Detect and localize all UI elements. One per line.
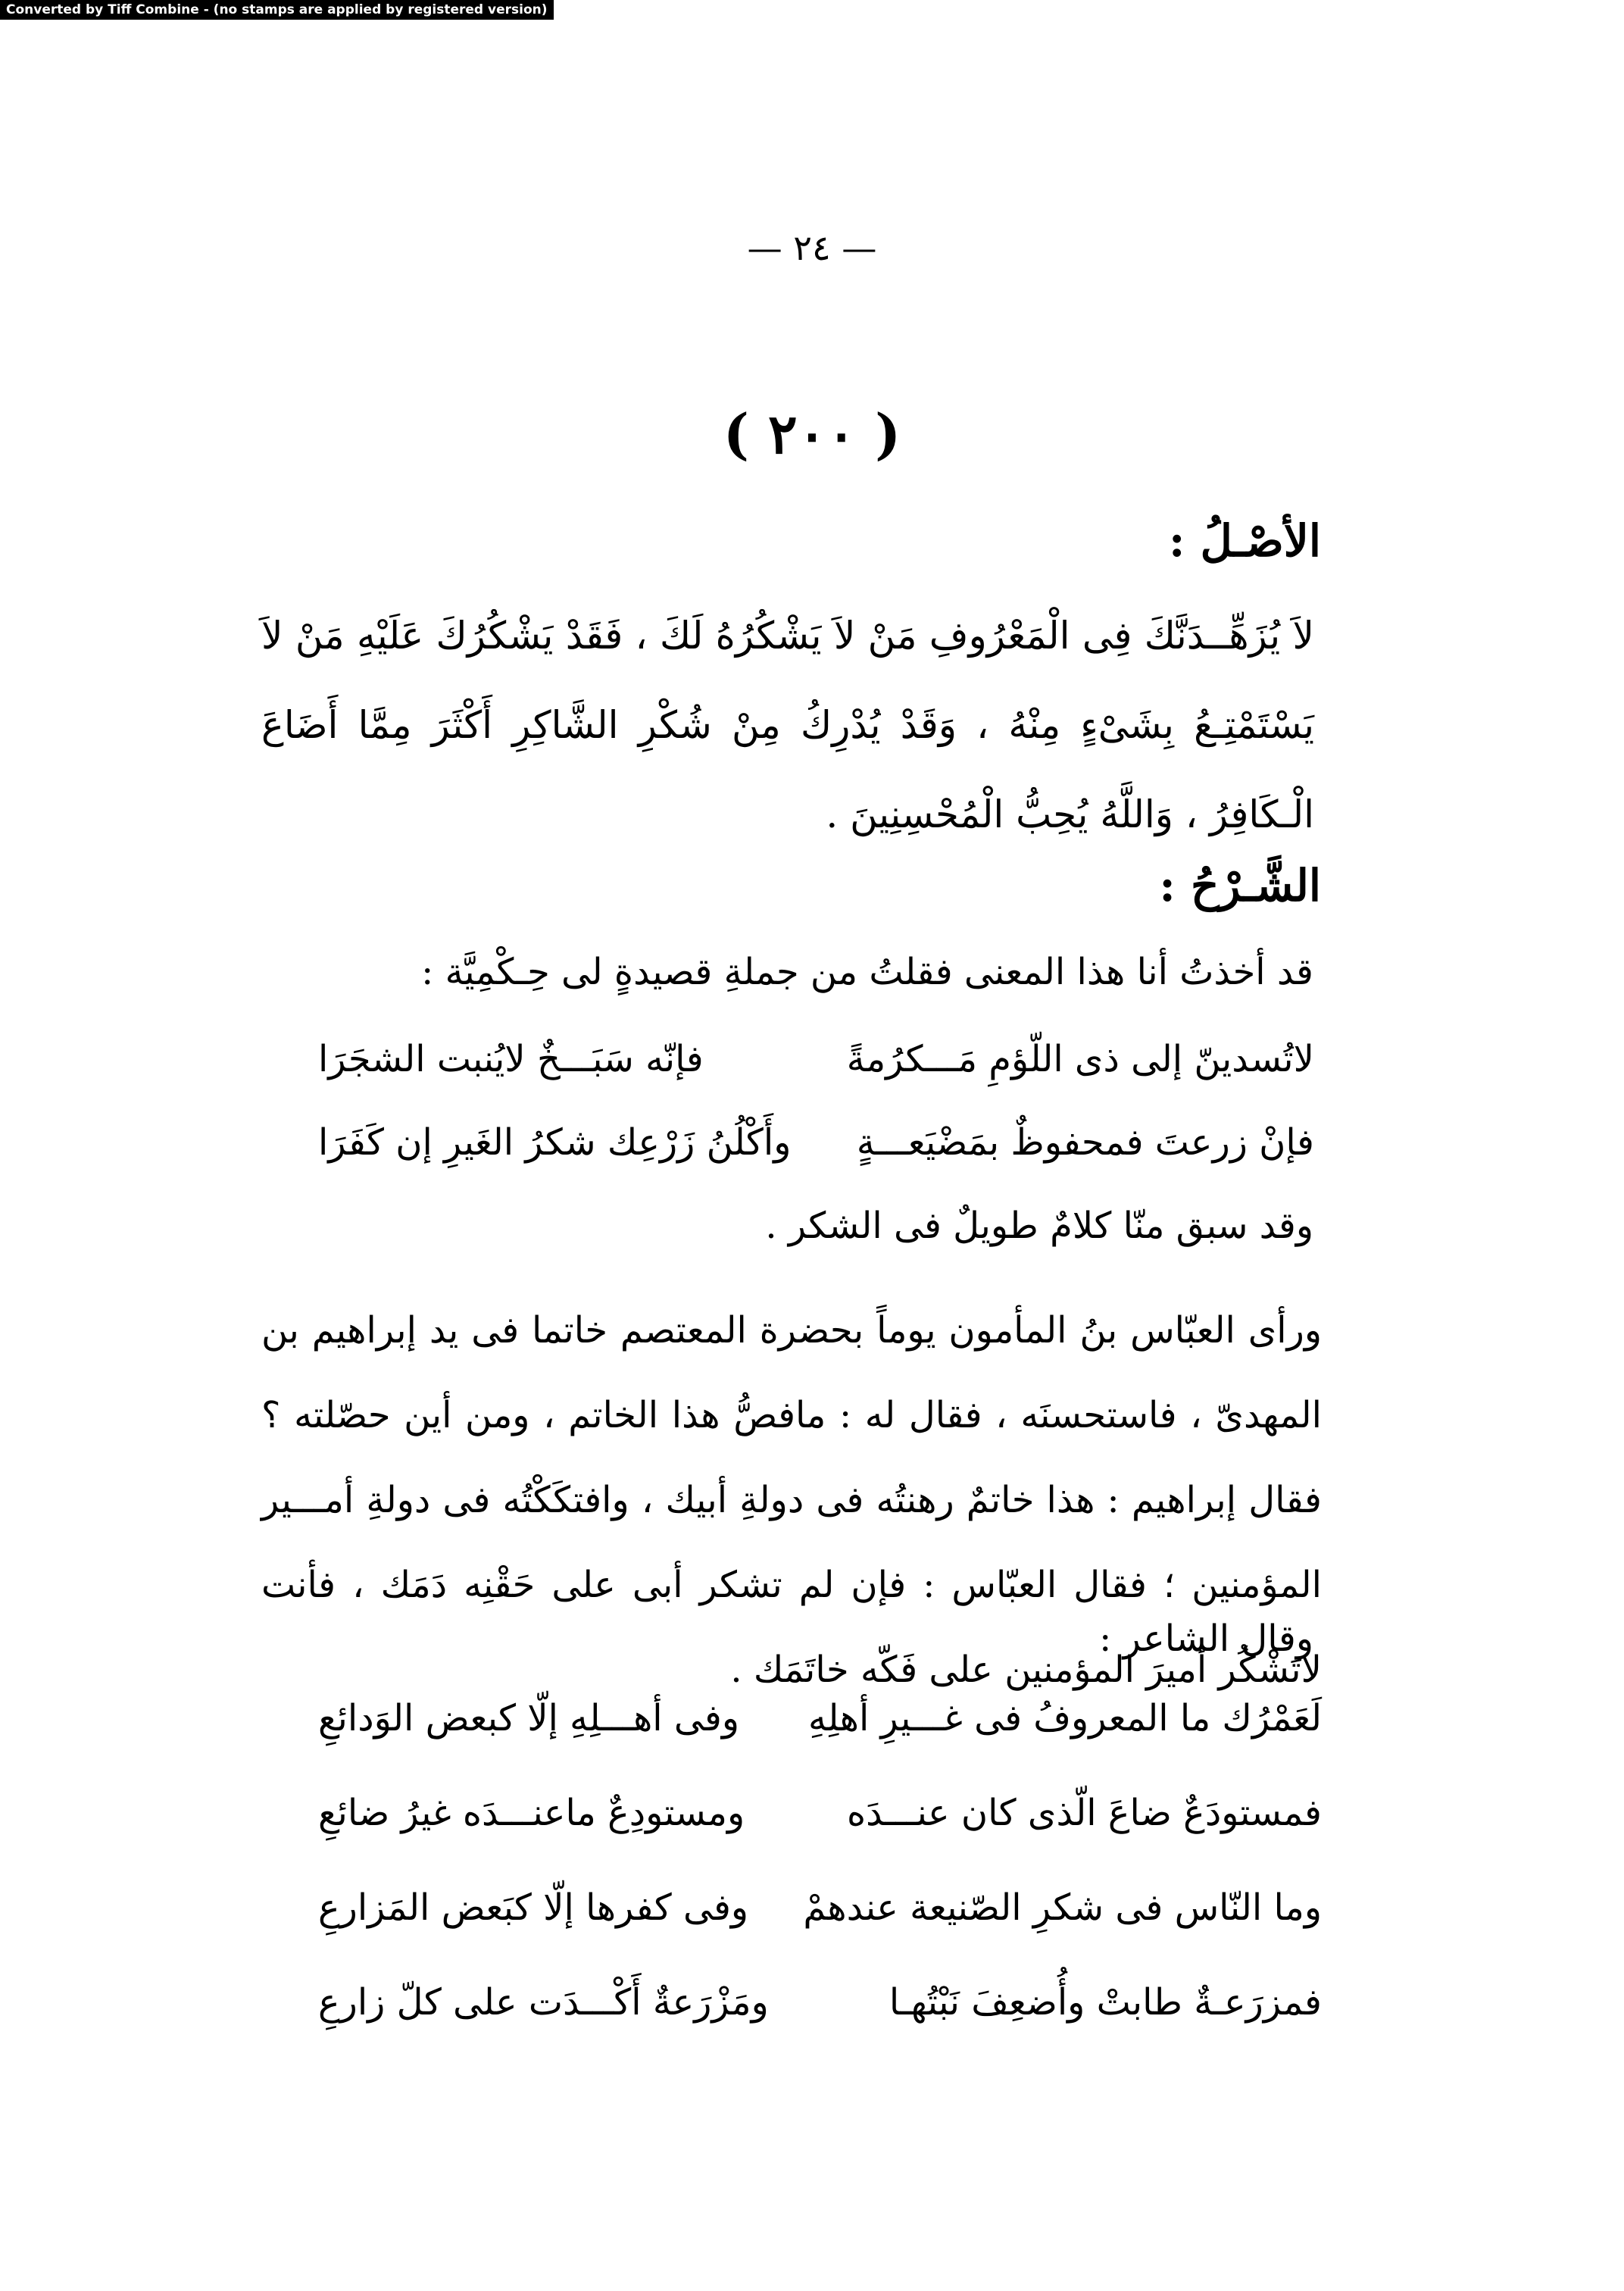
poem-second-hemistich: ومستودِعٌ ماعنـــدَه غيرُ ضائعِ xyxy=(318,1792,745,1834)
verse-second-hemistich: وأَكْلُنُ زَرْعِك شكرُ الغَيرِ إن كَفَرَا xyxy=(318,1121,792,1164)
poem-first-hemistich: فمستودَعٌ ضاعَ الّذى كان عنـــدَه xyxy=(847,1792,1322,1834)
poem-second-hemistich: ومَزْرَعةٌ أَكْـــدَت على كلّ زارعِ xyxy=(318,1981,769,2024)
poem-first-hemistich: وما النّاس فى شكرِ الصّنيعة عندهمْ xyxy=(803,1886,1322,1929)
poem-first-hemistich: فمزرَعـةٌ طابتْ وأُضعِفَ نَبْتُهـا xyxy=(889,1981,1322,2024)
converter-banner: Converted by Tiff Combine - (no stamps are applied by registered version) xyxy=(0,0,554,20)
commentary-note: وقد سبق منّا كلامٌ طويلٌ فى الشكر . xyxy=(765,1205,1313,1247)
verse-row xyxy=(318,1121,1314,1197)
page-number: — ٢٤ — xyxy=(747,227,877,268)
poem-row xyxy=(318,1792,1322,1867)
poem-row xyxy=(318,1697,1322,1773)
verse-row xyxy=(318,1038,1314,1114)
poet-intro: وقال الشاعر : xyxy=(1099,1617,1313,1660)
original-text: لاَ يُزَهِّــدَنَّكَ فِى الْمَعْرُوفِ مَنْ لاَ يَشْكُرُهُ لَكَ ، فَقَدْ يَشْكُرُكَ عَلَيْهِ مَنْ لاَ يَسْتَمْتِـعُ بِشَىْءٍ مِنْهُ ، وَقَدْ يُدْرِكُ مِنْ شُكْرِ الشَّاكِرِ أَكْثَرَ مِمَّا أَضَاعَ الْـكَافِرُ ، وَاللَّهُ يُحِبُّ الْمُحْسِنِينَ . xyxy=(261,614,1314,836)
poem-row xyxy=(318,1981,1322,2057)
verse-second-hemistich: فإنّه سَبَـــخٌ لايُنبت الشجَرَا xyxy=(318,1038,704,1080)
poem-first-hemistich: لَعَمْرُك ما المعروفُ فى غـــيرِ أهلِهِ xyxy=(808,1697,1322,1739)
verse-first-hemistich: لاتُسدينّ إلى ذى اللّؤمِ مَـــكرُمةً xyxy=(846,1038,1314,1080)
poem-second-hemistich: وفى أهـــلِهِ إلّا كبعض الوَدائعِ xyxy=(318,1697,740,1739)
poem-row xyxy=(318,1886,1322,1962)
story-paragraph: ورأى العبّاس بنُ المأمون يوماً بحضرة المعتصم خاتما فى يد إبراهيم بن المهدىّ ، فاستحسنَه ، فقال له : مافصُّ هذا الخاتم ، ومن أين حصّلته ؟ فقال إبراهيم : هذا خاتمٌ رهنتُه فى دولةِ أبيك ، وافتكَكْتُه فى دولةِ أمـــير المؤمنين ؛ فقال العبّاس : فإن لم تشكر أبى على حَقْنِه دَمَك ، فأنت لاتَشْكُر أميرَ المؤمنين على فَكّه خاتَمَك . xyxy=(261,1309,1323,1691)
commentary-heading: الشَّـرْحُ : xyxy=(1159,860,1321,911)
original-heading: الأصْـلُ : xyxy=(1169,515,1321,567)
verse-first-hemistich: فإنْ زرعتَ فمحفوظٌ بمَضْيَعـــةٍ xyxy=(856,1121,1314,1164)
poem-second-hemistich: وفى كفرها إلّا كبَعض المَزارعِ xyxy=(318,1886,749,1929)
commentary-intro: قد أخذتُ أنا هذا المعنى فقلتُ من جملةِ قصيدةٍ لى حِـكْمِيَّة : xyxy=(421,951,1313,993)
section-number: ( ٢٠٠ ) xyxy=(723,402,901,466)
